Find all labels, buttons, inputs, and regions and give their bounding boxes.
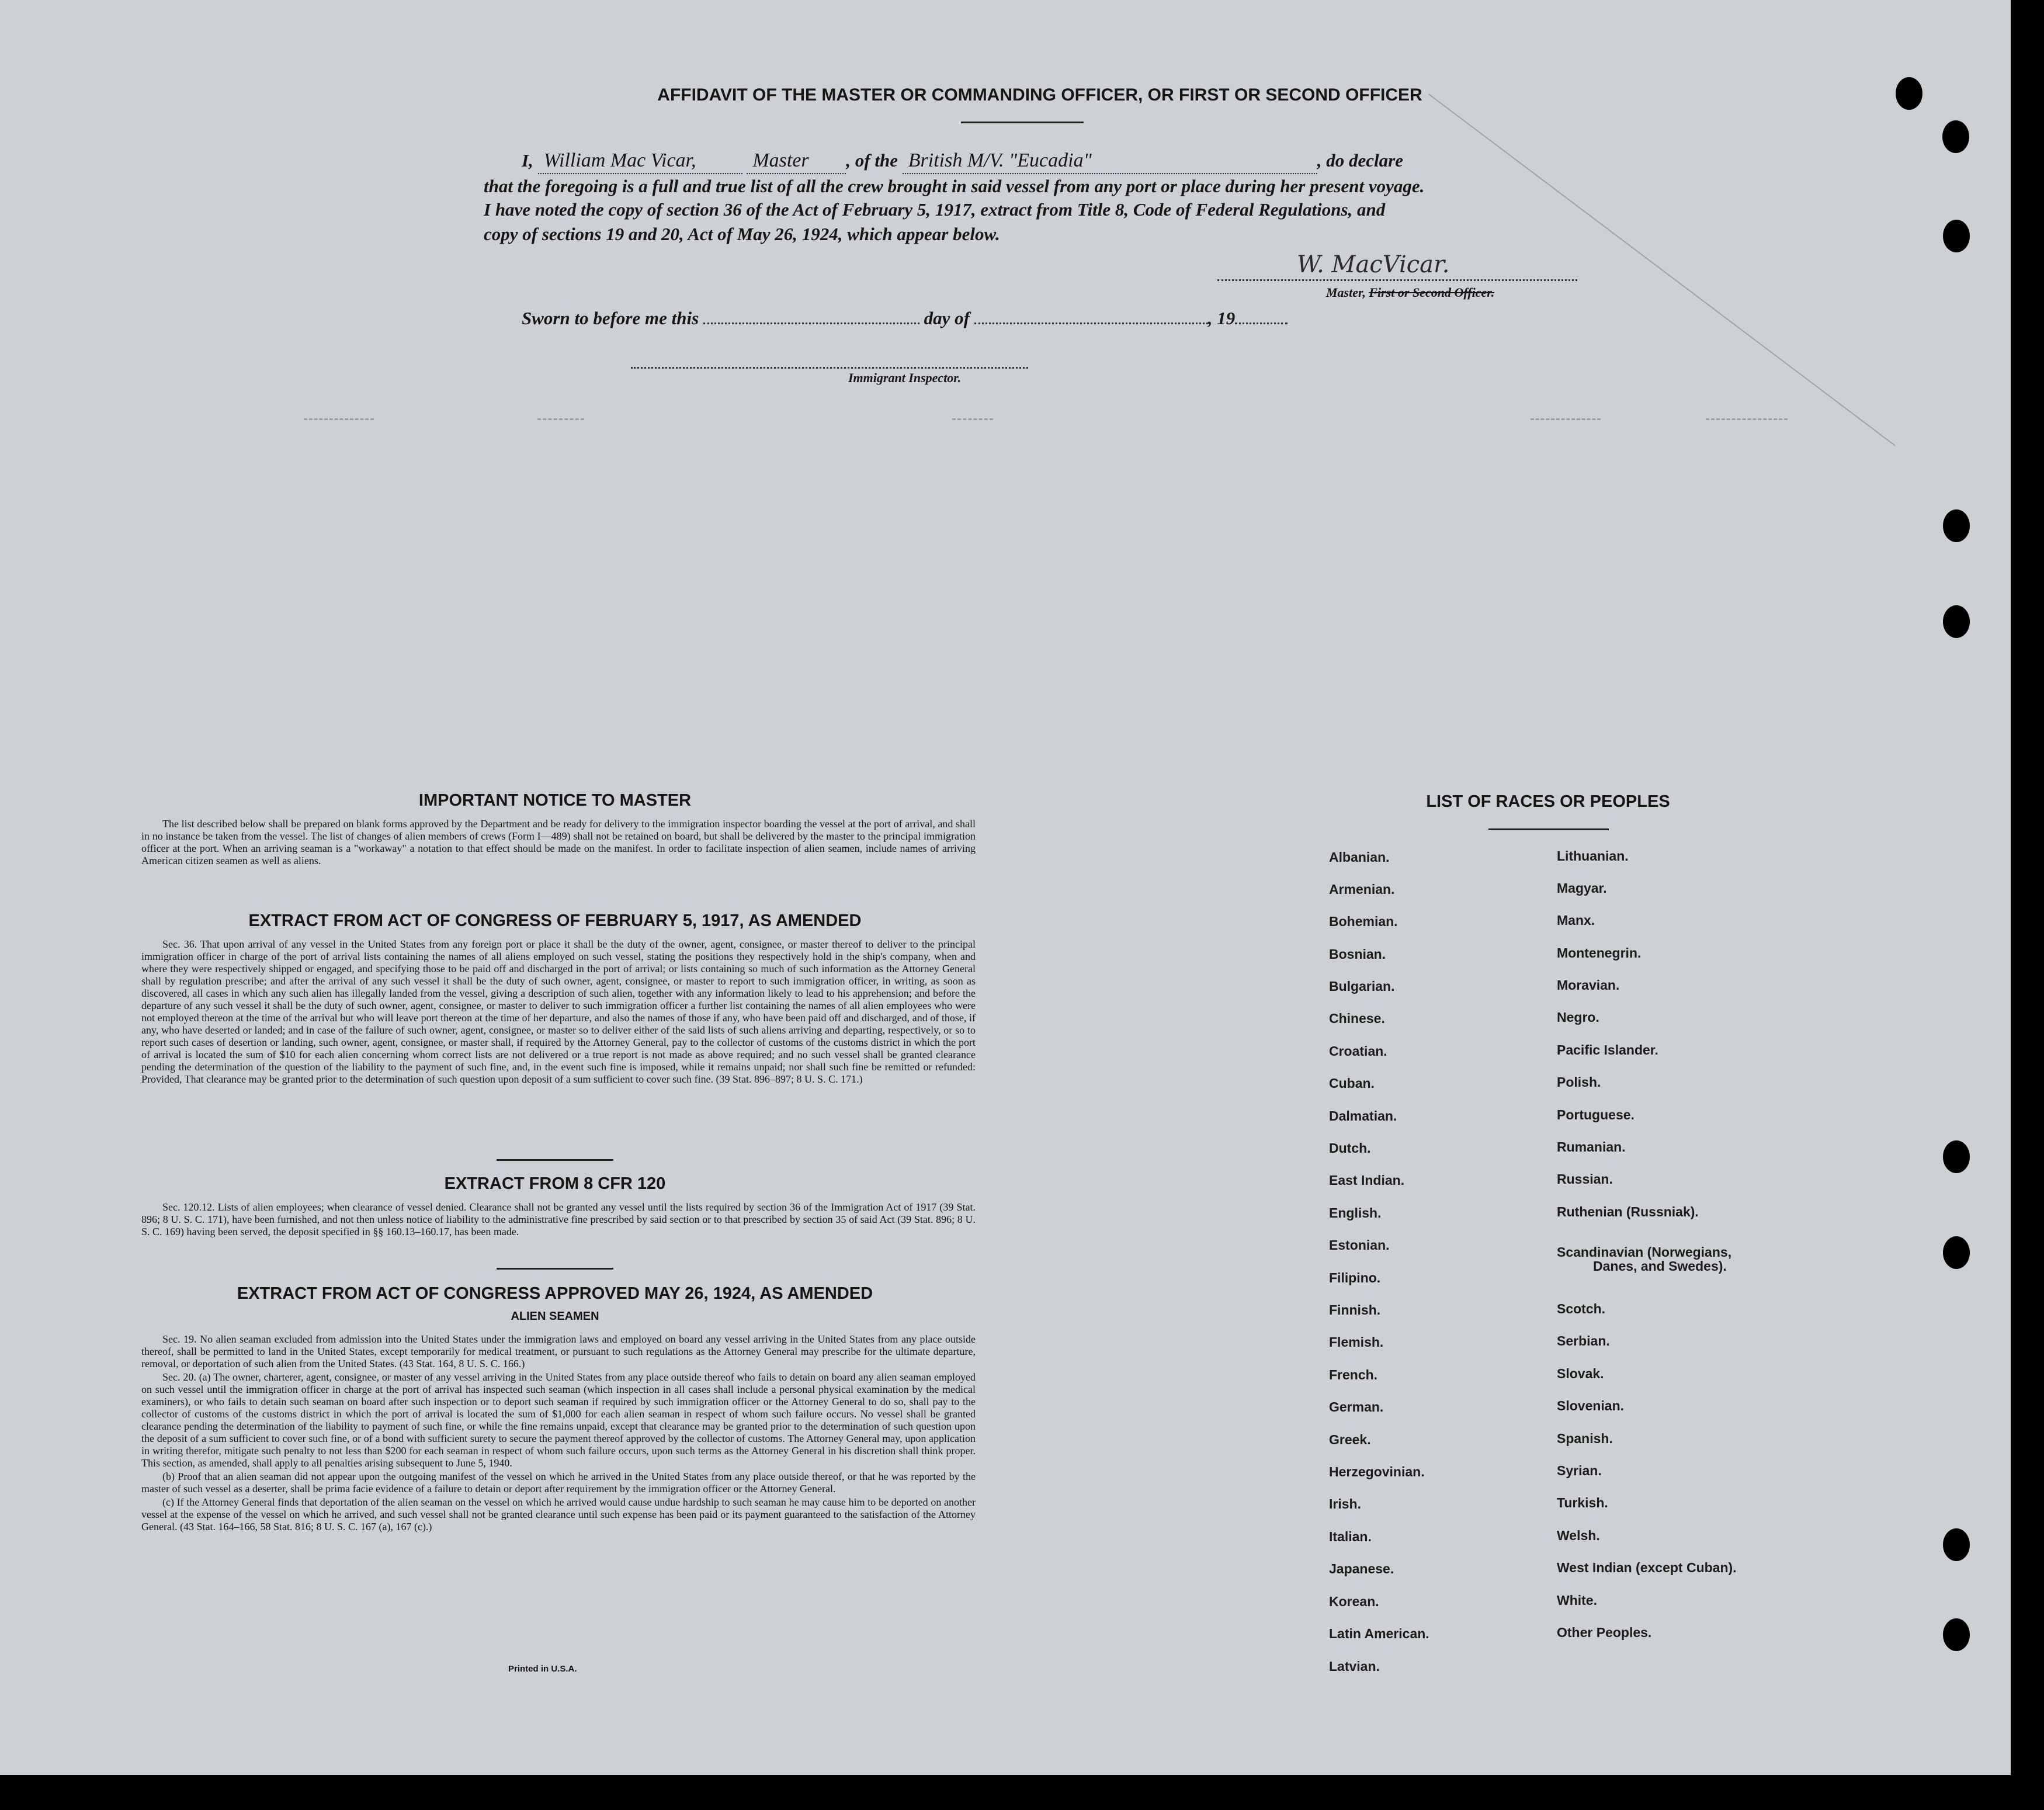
race-item: Latvian. — [1329, 1659, 1380, 1674]
fold-crease — [1428, 93, 1896, 446]
race-item: Greek. — [1329, 1432, 1371, 1447]
inspector-line — [631, 367, 1028, 369]
race-item: Portuguese. — [1557, 1107, 1634, 1122]
extract-1917-body — [141, 938, 976, 1087]
punch-hole — [1943, 220, 1970, 252]
signature-caption — [1326, 285, 1494, 300]
dashed-rule — [304, 418, 374, 422]
sec-19-paragraph: Sec. 19. No alien seaman excluded from admission into the United States under the immigration laws and employed on board any vessel arriving in the United States from any place outside thereof, shall be permitted to land in the United States, except temporarily for medical treatment, or pursuant to such regulations as the Attorney General may prescribe for the ultimate departure, removal, or deportation of such alien from the United States. (43 Stat. 164, 8 U. S. C. 166.) — [141, 1333, 976, 1369]
race-item: Polish. — [1557, 1074, 1601, 1090]
race-item: Herzegovinian. — [1329, 1464, 1425, 1479]
extract-cfr-body — [141, 1201, 976, 1239]
master-name-field: William Mac Vicar, — [538, 148, 742, 174]
race-item: Latin American. — [1329, 1626, 1429, 1641]
heading-rule — [961, 122, 1084, 123]
printed-in-usa: Printed in U.S.A. — [508, 1664, 577, 1674]
notice-paragraph: The list described below shall be prepared on blank forms approved by the Department and be ready for delivery to the immigration inspector boarding the vessel at the port of arrival, and shall in no instance be taken from the vessel. The list of changes of alien members of crews (Form I—489) shall not be retained on board, but shall be delivered by the master to the principal immigration officer at the port. When an arriving seaman is a "workaway" a notation to that effect should be made on the manifest. In order to facilitate inspection of alien seamen, include names of arriving American citizen seamen as well as aliens. — [141, 818, 976, 866]
inspector-caption: Immigrant Inspector. — [848, 370, 962, 385]
race-item: East Indian. — [1329, 1173, 1405, 1188]
race-item: West Indian (except Cuban). — [1557, 1560, 1737, 1575]
day-of-label: day of — [924, 308, 970, 328]
section-rule — [497, 1159, 613, 1161]
punch-hole — [1943, 1618, 1970, 1651]
punch-hole — [1943, 1140, 1970, 1173]
punch-hole — [1943, 605, 1970, 638]
race-item: Spanish. — [1557, 1431, 1613, 1446]
races-heading: LIST OF RACES OR PEOPLES — [1426, 792, 1670, 811]
dashed-rule — [1706, 418, 1788, 422]
extract-1917-heading: EXTRACT FROM ACT OF CONGRESS OF FEBRUARY 5, 1917, AS AMENDED — [248, 911, 862, 930]
punch-hole — [1943, 509, 1970, 542]
master-signature: W. MacVicar. — [1297, 251, 1450, 278]
race-item: Estonian. — [1329, 1237, 1390, 1253]
race-item: Montenegrin. — [1557, 945, 1642, 961]
punch-hole — [1943, 1528, 1970, 1561]
race-item: English. — [1329, 1205, 1382, 1220]
sec-20c-paragraph: (c) If the Attorney General finds that deportation of the alien seaman on the vessel on which he arrived would cause undue hardship to such seaman he may cause him to be deported on another vessel at the expense of the vessel on which he arrived, and such vessel shall not be granted clearance until such expense has been paid or its payment guaranteed to the satisfaction of the Attorney General. (43 Stat. 164–166, 58 Stat. 816; 8 U. S. C. 167 (a), 167 (c).) — [141, 1496, 976, 1532]
race-item: Syrian. — [1557, 1463, 1602, 1478]
affidavit-line-4: copy of sections 19 and 20, Act of May 26, 1924, which appear below. — [484, 224, 1000, 244]
do-declare-label: , do declare — [1317, 150, 1403, 171]
signature-line — [1217, 279, 1577, 281]
sworn-month-field — [974, 312, 1208, 324]
race-item: Italian. — [1329, 1529, 1372, 1544]
race-item: Japanese. — [1329, 1561, 1394, 1576]
caption-master: Master, — [1326, 285, 1366, 300]
notice-heading: IMPORTANT NOTICE TO MASTER — [418, 791, 692, 810]
race-item: Finnish. — [1329, 1302, 1381, 1317]
race-item: Cuban. — [1329, 1076, 1375, 1091]
race-item: French. — [1329, 1367, 1378, 1382]
race-item: Ruthenian (Russniak). — [1557, 1204, 1699, 1219]
race-item: Turkish. — [1557, 1495, 1608, 1510]
race-item: Negro. — [1557, 1010, 1599, 1025]
race-item: German. — [1329, 1399, 1384, 1414]
punch-hole — [1942, 120, 1969, 153]
race-item: Bulgarian. — [1329, 979, 1395, 994]
race-item: Moravian. — [1557, 977, 1620, 993]
affidavit-heading: AFFIDAVIT OF THE MASTER OR COMMANDING OFFICER, OR FIRST OR SECOND OFFICER — [657, 85, 1422, 105]
race-item: Flemish. — [1329, 1334, 1384, 1350]
sworn-year-field — [1235, 312, 1288, 324]
race-item: Slovenian. — [1557, 1398, 1625, 1413]
affidavit-line-3: I have noted the copy of section 36 of the Act of February 5, 1917, extract from Title 8, Code of Federal Regulations, and — [484, 199, 1386, 220]
race-item: Armenian. — [1329, 882, 1395, 897]
race-item: Albanian. — [1329, 849, 1390, 865]
race-item: Lithuanian. — [1557, 848, 1629, 864]
race-item: Bohemian. — [1329, 914, 1398, 929]
race-item: Rumanian. — [1557, 1139, 1626, 1154]
rank-field: Master — [747, 148, 846, 174]
alien-seamen-subheading: ALIEN SEAMEN — [511, 1310, 599, 1323]
race-item: Korean. — [1329, 1594, 1379, 1609]
sworn-label: Sworn to before me this — [522, 308, 699, 328]
race-item: Dalmatian. — [1329, 1108, 1397, 1124]
race-item: Welsh. — [1557, 1528, 1600, 1543]
affidavit-line-2: that the foregoing is a full and true list of all the crew brought in said vessel from any port or place during her present voyage. — [484, 176, 1425, 196]
extract-1924-body — [141, 1333, 976, 1534]
caption-struck-officer: First or Second Officer. — [1369, 285, 1495, 300]
race-item: Serbian. — [1557, 1333, 1610, 1348]
sworn-day-field — [703, 312, 919, 324]
race-item: White. — [1557, 1593, 1597, 1608]
vessel-field: British M/V. "Eucadia" — [903, 148, 1317, 174]
races-rule — [1488, 828, 1609, 830]
race-item: Scandinavian (Norwegians, — [1557, 1244, 1732, 1260]
punch-hole — [1943, 1236, 1970, 1269]
dashed-rule — [952, 418, 993, 422]
sec-36-paragraph: Sec. 36. That upon arrival of any vessel in the United States from any foreign port or place it shall be the duty of the owner, agent, consignee, or master thereof to deliver to the principal immigration officer in charge of the port of arrival lists containing the names of all aliens employed on such vessel, stating the positions they respectively hold in the ship's company, when and where they were respectively shipped or engaged, and specifying those to be paid off and discharged in the port of arrival; or lists containing so much of such information as the Attorney General shall by regulation prescribe; and after the arrival of any such vessel it shall be the duty of such owner, agent, consignee, or master to report to such immigration officer, in writing, as soon as discovered, all cases in which any such alien has illegally landed from the vessel, giving a description of such alien, together with any information likely to lead to his apprehension; and before the departure of any such vessel it shall be the duty of such owner, agent, consignee, or master to deliver to such immigration officer a further list containing the names of all alien employees who were not employed thereon at the time of the arrival but who will leave port thereon at the time of her departure, and also the names of those if any, who have been paid off and discharged, and of those, if any, who have deserted or landed; and in case of the failure of such owner, agent, consignee, or master so to deliver either of the said lists of such aliens arriving and departing, respectively, or so to report such cases of desertion or landing, such owner, agent, consignee, or master shall, if required by the Attorney General, pay to the collector of customs of the customs district in which the port of arrival is located the sum of $10 for each alien concerning whom correct lists are not delivered or a true report is not made as above required; and no such vessel shall be granted clearance pending the determination of the question of the liability to the payment of such fine, and, in the event such fine is imposed, while it remains unpaid; nor shall such fine be remitted or refunded: Provided, That clearance may be granted prior to the determination of such question upon deposit of a sum sufficient to cover such fine. (39 Stat. 896–897; 8 U. S. C. 171.) — [141, 938, 976, 1085]
race-item: Danes, and Swedes). — [1593, 1258, 1727, 1274]
extract-cfr-heading: EXTRACT FROM 8 CFR 120 — [444, 1174, 666, 1193]
race-item: Filipino. — [1329, 1270, 1381, 1285]
race-item: Slovak. — [1557, 1366, 1604, 1381]
punch-hole — [1896, 77, 1922, 110]
section-rule — [497, 1268, 613, 1270]
dashed-rule — [1531, 418, 1601, 422]
race-item: Scotch. — [1557, 1301, 1606, 1316]
affidavit-line-1 — [522, 148, 1403, 174]
extract-1924-heading: EXTRACT FROM ACT OF CONGRESS APPROVED MAY 26, 1924, AS AMENDED — [237, 1284, 873, 1303]
sworn-line — [522, 306, 1288, 331]
race-item: Bosnian. — [1329, 946, 1386, 962]
race-item: Croatian. — [1329, 1043, 1387, 1059]
race-item: Pacific Islander. — [1557, 1042, 1658, 1057]
sec-20a-paragraph: Sec. 20. (a) The owner, charterer, agent, consignee, or master of any vessel arriving in the United States from any place outside thereof who fails to detain on board any alien seaman employed on such vessel until the immigration officer in charge at the port of arrival has inspected such seaman (which inspection in all cases shall include a personal physical examination by the medical examiners), or who fails to detain such seaman on board after such inspection or to deport such seaman if required by such immigration officer or the Attorney General to do so, shall pay to the collector of customs of the customs district in which the port of arrival is located the sum of $1,000 for each alien seaman in respect of whom such failure occurs. No vessel shall be granted clearance pending the determination of the liability to payment of such fine, or while the fine remains unpaid, except that clearance may be granted prior to the determination of such question upon the deposit of a sum sufficient to cover such fine, or of a bond with sufficient surety to secure the payment thereof approved by the collector of customs. The Attorney General may, upon application in writing therefor, mitigate such penalty to not less than $200 for each seaman in respect of whom such failure occurs, upon such terms as the Attorney General in his discretion shall think proper. This section, as amended, shall apply to all penalties arising subsequent to June 5, 1940. — [141, 1371, 976, 1469]
race-item: Magyar. — [1557, 880, 1607, 896]
sec-20b-paragraph: (b) Proof that an alien seaman did not appear upon the outgoing manifest of the vessel on which he arrived in the United States from any place outside thereof, or that he was reported by the master of such vessel as a deserter, shall be prima facie evidence of a failure to detain or deport after requirement by the immigration officer or the Attorney General. — [141, 1471, 976, 1495]
dashed-rule — [537, 418, 584, 422]
of-the-label: , of the — [846, 150, 898, 171]
race-item: Chinese. — [1329, 1011, 1385, 1026]
i-label: I, — [522, 150, 533, 171]
notice-body — [141, 818, 976, 868]
race-item: Manx. — [1557, 913, 1595, 928]
race-item: Other Peoples. — [1557, 1625, 1652, 1640]
sec-120-paragraph: Sec. 120.12. Lists of alien employees; when clearance of vessel denied. Clearance shall not be granted any vessel until the lists required by section 36 of the Immigration Act of 1917 (39 Stat. 896; 8 U. S. C. 171), have been furnished, and not then unless notice of liability to the administrative fine prescribed by said section or to that prescribed by section 35 of said Act (39 Stat. 896; 8 U. S. C. 169) having been served, the deposit specified in §§ 160.13–160.17, has been made. — [141, 1201, 976, 1237]
race-item: Russian. — [1557, 1171, 1613, 1187]
race-item: Dutch. — [1329, 1140, 1371, 1156]
year-label: , 19 — [1207, 308, 1236, 328]
race-item: Irish. — [1329, 1496, 1361, 1511]
